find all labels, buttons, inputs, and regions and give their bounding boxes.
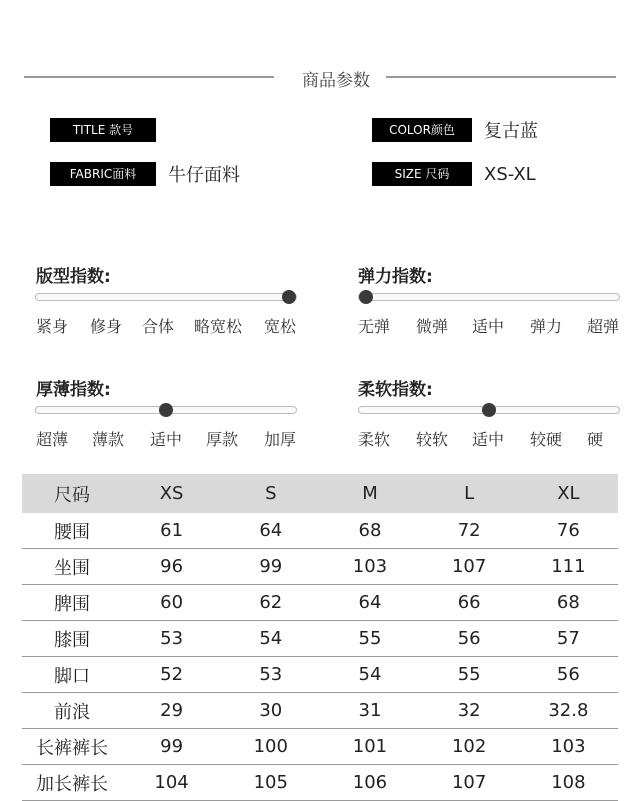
table-cell: 102 bbox=[420, 729, 519, 765]
fit-index-title: 版型指数: bbox=[36, 267, 111, 287]
table-cell: 111 bbox=[519, 549, 618, 585]
row-label-cell: 膝围 bbox=[22, 621, 122, 657]
softness-label-1: 柔软 bbox=[358, 430, 391, 449]
slider-knob bbox=[482, 403, 496, 417]
fit-index-slider bbox=[35, 291, 297, 303]
table-cell: 96 bbox=[122, 549, 221, 585]
row-label-cell: 长裤裤长 bbox=[22, 729, 122, 765]
thickness-index-title: 厚薄指数: bbox=[36, 380, 111, 400]
thickness-label-2: 薄款 bbox=[92, 430, 125, 449]
row-label-cell: 加长裤长 bbox=[22, 765, 122, 801]
fabric-value: 牛仔面料 bbox=[168, 165, 240, 186]
header-cell: S bbox=[221, 474, 320, 513]
param-color bbox=[372, 118, 538, 142]
softness-label-3: 适中 bbox=[472, 430, 505, 449]
table-cell: 103 bbox=[320, 549, 419, 585]
table-cell: 99 bbox=[221, 549, 320, 585]
softness-label-4: 较硬 bbox=[530, 430, 563, 449]
slider-knob bbox=[359, 290, 373, 304]
header-cell: L bbox=[420, 474, 519, 513]
table-cell: 72 bbox=[420, 513, 519, 549]
table-cell: 68 bbox=[320, 513, 419, 549]
header-cell: XS bbox=[122, 474, 221, 513]
table-cell: 68 bbox=[519, 585, 618, 621]
fit-label-2: 修身 bbox=[90, 317, 123, 336]
softness-label-2: 较软 bbox=[416, 430, 449, 449]
table-cell: 61 bbox=[122, 513, 221, 549]
table-cell: 30 bbox=[221, 693, 320, 729]
size-table-header-row bbox=[22, 474, 618, 513]
table-row bbox=[22, 549, 618, 585]
table-cell: 105 bbox=[221, 765, 320, 801]
table-cell: 103 bbox=[519, 729, 618, 765]
table-cell: 31 bbox=[320, 693, 419, 729]
row-label-cell: 前浪 bbox=[22, 693, 122, 729]
table-cell: 54 bbox=[320, 657, 419, 693]
table-cell: 32 bbox=[420, 693, 519, 729]
header-divider-left bbox=[24, 76, 274, 78]
header-cell: M bbox=[320, 474, 419, 513]
elasticity-label-4: 弹力 bbox=[530, 317, 563, 336]
table-row bbox=[22, 657, 618, 693]
table-cell: 108 bbox=[519, 765, 618, 801]
slider-track bbox=[358, 293, 620, 301]
section-title: 商品参数 bbox=[302, 71, 370, 91]
size-table bbox=[22, 474, 618, 801]
header-cell: XL bbox=[519, 474, 618, 513]
table-row bbox=[22, 585, 618, 621]
table-cell: 52 bbox=[122, 657, 221, 693]
thickness-label-1: 超薄 bbox=[36, 430, 69, 449]
row-label-cell: 脚口 bbox=[22, 657, 122, 693]
elasticity-label-1: 无弹 bbox=[358, 317, 391, 336]
fit-label-5: 宽松 bbox=[264, 317, 297, 336]
row-label-cell: 脾围 bbox=[22, 585, 122, 621]
table-cell: 104 bbox=[122, 765, 221, 801]
fit-label-4: 略宽松 bbox=[194, 317, 243, 336]
table-cell: 32.8 bbox=[519, 693, 618, 729]
elasticity-label-2: 微弹 bbox=[416, 317, 449, 336]
slider-track bbox=[35, 293, 297, 301]
table-cell: 107 bbox=[420, 549, 519, 585]
elasticity-index-slider bbox=[358, 291, 620, 303]
row-label-cell: 坐围 bbox=[22, 549, 122, 585]
table-cell: 107 bbox=[420, 765, 519, 801]
table-cell: 101 bbox=[320, 729, 419, 765]
elasticity-label-5: 超弹 bbox=[587, 317, 620, 336]
table-cell: 53 bbox=[221, 657, 320, 693]
table-row bbox=[22, 729, 618, 765]
table-cell: 53 bbox=[122, 621, 221, 657]
section-header bbox=[24, 62, 616, 92]
table-cell: 62 bbox=[221, 585, 320, 621]
param-fabric bbox=[50, 162, 240, 186]
elasticity-label-3: 适中 bbox=[472, 317, 505, 336]
param-size bbox=[372, 162, 536, 186]
table-cell: 56 bbox=[519, 657, 618, 693]
softness-index-slider bbox=[358, 404, 620, 416]
thickness-label-5: 加厚 bbox=[264, 430, 297, 449]
slider-knob bbox=[282, 290, 296, 304]
table-cell: 54 bbox=[221, 621, 320, 657]
table-cell: 100 bbox=[221, 729, 320, 765]
fit-label-1: 紧身 bbox=[36, 317, 69, 336]
table-cell: 57 bbox=[519, 621, 618, 657]
slider-knob bbox=[159, 403, 173, 417]
table-cell: 64 bbox=[221, 513, 320, 549]
row-label-cell: 腰围 bbox=[22, 513, 122, 549]
title-label: TITLE 款号 bbox=[50, 118, 156, 142]
thickness-label-3: 适中 bbox=[150, 430, 183, 449]
table-row bbox=[22, 765, 618, 801]
table-cell: 99 bbox=[122, 729, 221, 765]
header-cell: 尺码 bbox=[22, 474, 122, 513]
color-value: 复古蓝 bbox=[484, 121, 538, 142]
table-cell: 55 bbox=[420, 657, 519, 693]
table-row bbox=[22, 693, 618, 729]
table-row bbox=[22, 621, 618, 657]
thickness-index-slider bbox=[35, 404, 297, 416]
table-cell: 106 bbox=[320, 765, 419, 801]
table-cell: 29 bbox=[122, 693, 221, 729]
fabric-label: FABRIC面料 bbox=[50, 162, 156, 186]
table-cell: 60 bbox=[122, 585, 221, 621]
size-label: SIZE 尺码 bbox=[372, 162, 472, 186]
color-label: COLOR颜色 bbox=[372, 118, 472, 142]
size-value: XS-XL bbox=[484, 163, 536, 185]
softness-index-title: 柔软指数: bbox=[358, 380, 433, 400]
elasticity-index-title: 弹力指数: bbox=[358, 267, 433, 287]
table-cell: 64 bbox=[320, 585, 419, 621]
thickness-label-4: 厚款 bbox=[206, 430, 239, 449]
fit-label-3: 合体 bbox=[142, 317, 175, 336]
param-title bbox=[50, 118, 168, 142]
table-cell: 66 bbox=[420, 585, 519, 621]
header-divider-right bbox=[386, 76, 616, 78]
softness-label-5: 硬 bbox=[587, 430, 604, 449]
table-cell: 76 bbox=[519, 513, 618, 549]
table-cell: 56 bbox=[420, 621, 519, 657]
table-row bbox=[22, 513, 618, 549]
table-cell: 55 bbox=[320, 621, 419, 657]
